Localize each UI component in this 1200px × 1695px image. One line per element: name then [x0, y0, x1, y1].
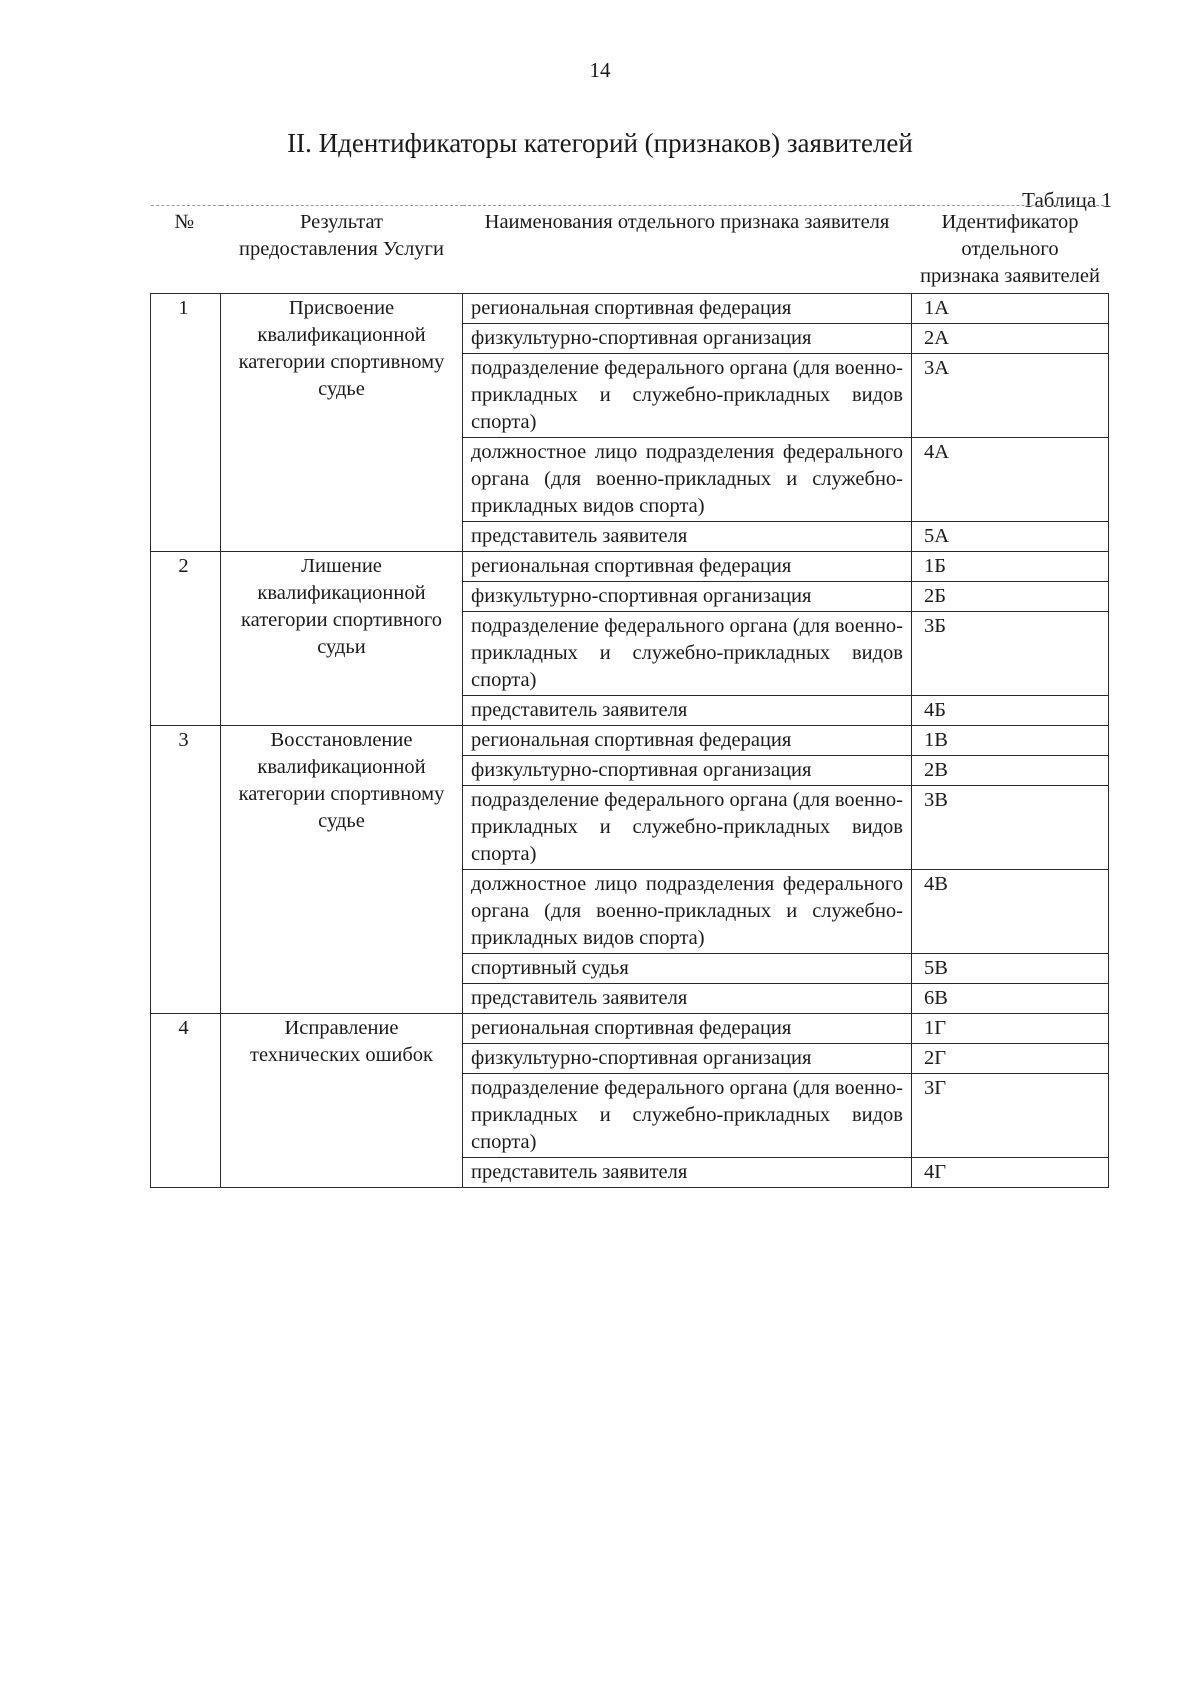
applicant-feature: спортивный судья — [463, 954, 912, 984]
table-row — [151, 294, 1109, 324]
feature-identifier: 4Г — [912, 1158, 1109, 1188]
table-header-row — [151, 206, 1109, 294]
feature-identifier: 2А — [912, 324, 1109, 354]
applicant-feature: региональная спортивная федерация — [463, 1014, 912, 1044]
applicant-feature: представитель заявителя — [463, 1158, 912, 1188]
service-result: Лишение квалификационной категории спортивного судьи — [221, 552, 463, 726]
row-number: 1 — [151, 294, 221, 552]
applicant-feature: подразделение федерального органа (для военно-прикладных и служебно-прикладных видов спорта) — [463, 612, 912, 696]
section-title: II. Идентификаторы категорий (признаков) заявителей — [287, 128, 913, 158]
feature-identifier: 3Г — [912, 1074, 1109, 1158]
applicant-feature: региональная спортивная федерация — [463, 726, 912, 756]
header-feature: Наименования отдельного признака заявителя — [463, 206, 912, 294]
feature-identifier: 4Б — [912, 696, 1109, 726]
table-body — [151, 294, 1109, 1188]
applicant-feature: региональная спортивная федерация — [463, 552, 912, 582]
applicant-feature: подразделение федерального органа (для военно-прикладных и служебно-прикладных видов спорта) — [463, 1074, 912, 1158]
applicant-feature: представитель заявителя — [463, 696, 912, 726]
feature-identifier: 4А — [912, 438, 1109, 522]
feature-identifier: 1А — [912, 294, 1109, 324]
applicant-feature: физкультурно-спортивная организация — [463, 324, 912, 354]
applicant-feature: представитель заявителя — [463, 522, 912, 552]
header-result: Результат предоставления Услуги — [221, 206, 463, 294]
feature-identifier: 6В — [912, 984, 1109, 1014]
header-identifier: Идентификатор отдельного признака заявителей — [912, 206, 1109, 294]
feature-identifier: 1Б — [912, 552, 1109, 582]
feature-identifier: 1В — [912, 726, 1109, 756]
feature-identifier: 2В — [912, 756, 1109, 786]
feature-identifier: 3А — [912, 354, 1109, 438]
feature-identifier: 2Г — [912, 1044, 1109, 1074]
applicant-categories-table — [150, 205, 1109, 1188]
feature-identifier: 5В — [912, 954, 1109, 984]
applicant-feature: должностное лицо подразделения федерального органа (для военно-прикладных и служебно-прикладных видов спорта) — [463, 438, 912, 522]
row-number: 3 — [151, 726, 221, 1014]
page-number: 14 — [589, 58, 611, 82]
feature-identifier: 3Б — [912, 612, 1109, 696]
feature-identifier: 1Г — [912, 1014, 1109, 1044]
feature-identifier: 4В — [912, 870, 1109, 954]
applicant-feature: должностное лицо подразделения федерального органа (для военно-прикладных и служебно-прикладных видов спорта) — [463, 870, 912, 954]
feature-identifier: 2Б — [912, 582, 1109, 612]
table-row — [151, 552, 1109, 582]
table-row — [151, 726, 1109, 756]
service-result: Присвоение квалификационной категории спортивному судье — [221, 294, 463, 552]
table-row — [151, 1014, 1109, 1044]
service-result: Исправление технических ошибок — [221, 1014, 463, 1188]
feature-identifier: 3В — [912, 786, 1109, 870]
applicant-feature: подразделение федерального органа (для военно-прикладных и служебно-прикладных видов спорта) — [463, 354, 912, 438]
applicant-feature: физкультурно-спортивная организация — [463, 756, 912, 786]
applicant-feature: представитель заявителя — [463, 984, 912, 1014]
row-number: 2 — [151, 552, 221, 726]
applicant-feature: физкультурно-спортивная организация — [463, 582, 912, 612]
header-num: № — [151, 206, 221, 294]
table-caption: Таблица 1 — [1022, 188, 1112, 212]
row-number: 4 — [151, 1014, 221, 1188]
applicant-feature: региональная спортивная федерация — [463, 294, 912, 324]
applicant-feature: подразделение федерального органа (для военно-прикладных и служебно-прикладных видов спорта) — [463, 786, 912, 870]
service-result: Восстановление квалификационной категории спортивному судье — [221, 726, 463, 1014]
feature-identifier: 5А — [912, 522, 1109, 552]
applicant-feature: физкультурно-спортивная организация — [463, 1044, 912, 1074]
